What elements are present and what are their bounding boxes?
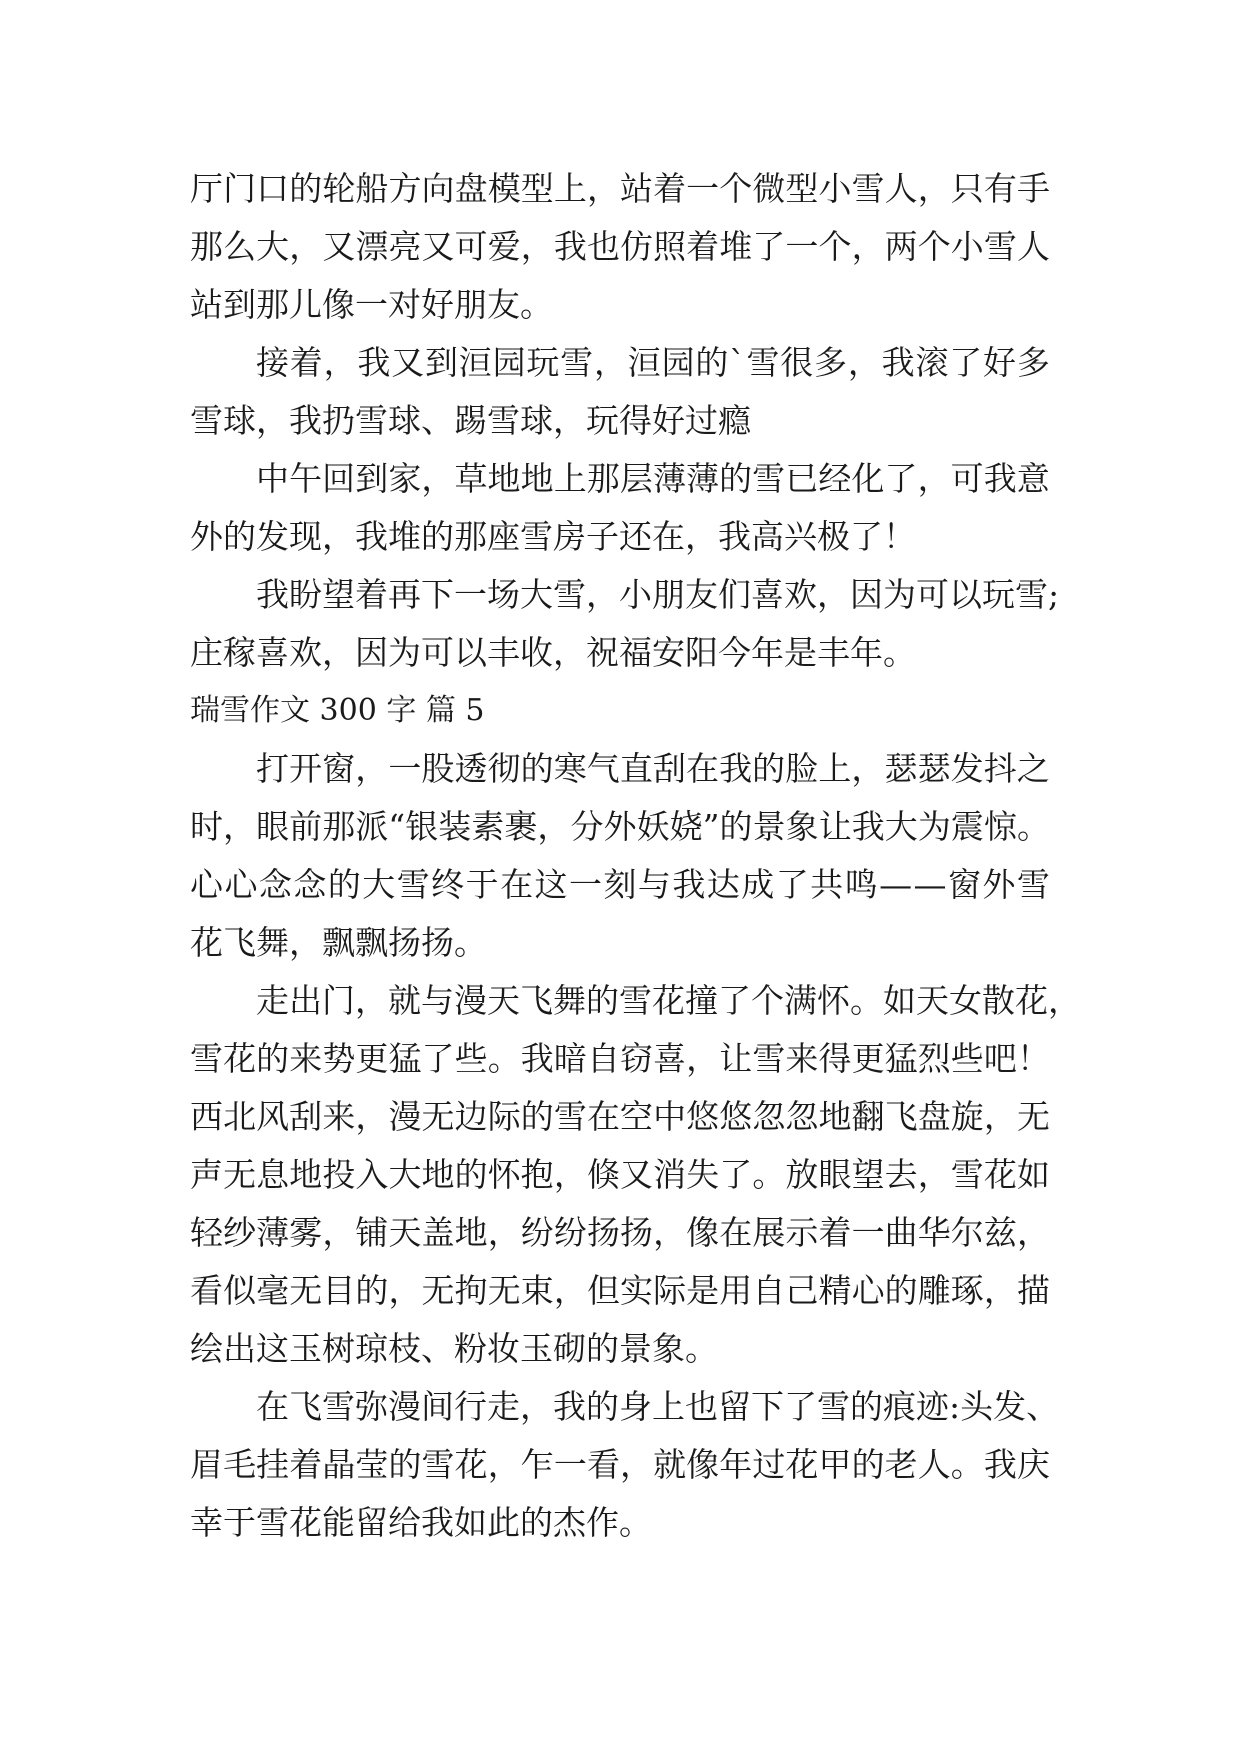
text-line: 声 无 息 地 投 入 大 地 的 怀 抱 ， 倏 又 消 失 了 。 放 眼 望 去 ， 雪 花 如 — [190, 1155, 1050, 1194]
text-line: 雪球，我扔雪球、踢雪球，玩得好过瘾 — [190, 401, 751, 440]
essay-body-part-1 — [190, 160, 1060, 682]
text-line: 心 心 念 念 的 大 雪 终 于 在 这 一 刻 与 我 达 成 了 共 鸣 — — 窗 外 雪 — [190, 865, 1050, 904]
text-line: 接 着 ， 我 又 到 洹 园 玩 雪 ， 洹 园 的 ` 雪 很 多 ， 我 滚 了 好 多 — [256, 343, 1050, 382]
text-line: 站到那儿像一对好朋友。 — [190, 285, 553, 324]
text-line: 轻 纱 薄 雾 ， 铺 天 盖 地 ， 纷 纷 扬 扬 ， 像 在 展 示 着 一 曲 华 尔 兹 ， — [190, 1213, 1050, 1252]
text-line: 西 北 风 刮 来 ， 漫 无 边 际 的 雪 在 空 中 悠 悠 忽 忽 地 翻 飞 盘 旋 ， 无 — [190, 1097, 1050, 1136]
text-line: 幸于雪花能留给我如此的杰作。 — [190, 1503, 652, 1542]
paragraph — [190, 740, 1050, 972]
paragraph — [190, 334, 1050, 450]
text-line: 在 飞 雪 弥 漫 间 行 走 ， 我 的 身 上 也 留 下 了 雪 的 痕 迹 : 头 发 、 — [256, 1387, 1060, 1426]
text-line: 绘出这玉树琼枝、粉妆玉砌的景象。 — [190, 1329, 718, 1368]
text-line: 外的发现，我堆的那座雪房子还在，我高兴极了！ — [190, 517, 916, 556]
text-line: 花飞舞，飘飘扬扬。 — [190, 923, 487, 962]
text-line: 庄稼喜欢，因为可以丰收，祝福安阳今年是丰年。 — [190, 633, 916, 672]
paragraph — [190, 1378, 1060, 1552]
text-line: 看 似 毫 无 目 的 ， 无 拘 无 束 ， 但 实 际 是 用 自 己 精 心 的 雕 琢 ， 描 — [190, 1271, 1050, 1310]
text-line: 我 盼 望 着 再 下 一 场 大 雪 ， 小 朋 友 们 喜 欢 ， 因 为 可 以 玩 雪 ; — [256, 575, 1060, 614]
text-line: 时 ， 眼 前 那 派 “ 银 装 素 裹 ， 分 外 妖 娆 ” 的 景 象 让 我 大 为 震 惊 。 — [190, 807, 1050, 846]
essay-body-part-2 — [190, 740, 1081, 1552]
text-line: 打 开 窗 ， 一 股 透 彻 的 寒 气 直 刮 在 我 的 脸 上 ， 瑟 瑟 发 抖 之 — [256, 749, 1050, 788]
text-line: 眉 毛 挂 着 晶 莹 的 雪 花 ， 乍 一 看 ， 就 像 年 过 花 甲 的 老 人 。 我 庆 — [190, 1445, 1050, 1484]
text-line: 走 出 门 ， 就 与 漫 天 飞 舞 的 雪 花 撞 了 个 满 怀 。 如 天 女 散 花 ， — [256, 981, 1081, 1020]
text-line: 中 午 回 到 家 ， 草 地 地 上 那 层 薄 薄 的 雪 已 经 化 了 ， 可 我 意 — [256, 459, 1050, 498]
paragraph — [190, 450, 1050, 566]
paragraph — [190, 160, 1050, 334]
paragraph — [190, 972, 1081, 1378]
document-page — [190, 160, 1081, 1552]
text-line: 厅 门 口 的 轮 船 方 向 盘 模 型 上 ， 站 着 一 个 微 型 小 雪 人 ， 只 有 手 — [190, 169, 1050, 208]
paragraph — [190, 566, 1060, 682]
text-line: 雪 花 的 来 势 更 猛 了 些 。 我 暗 自 窃 喜 ， 让 雪 来 得 更 猛 烈 些 吧 ！ — [190, 1039, 1050, 1078]
text-line: 那 么 大 ， 又 漂 亮 又 可 爱 ， 我 也 仿 照 着 堆 了 一 个 ， 两 个 小 雪 人 — [190, 227, 1050, 266]
essay-heading: 瑞雪作文 300 字 篇 5 — [190, 693, 485, 728]
